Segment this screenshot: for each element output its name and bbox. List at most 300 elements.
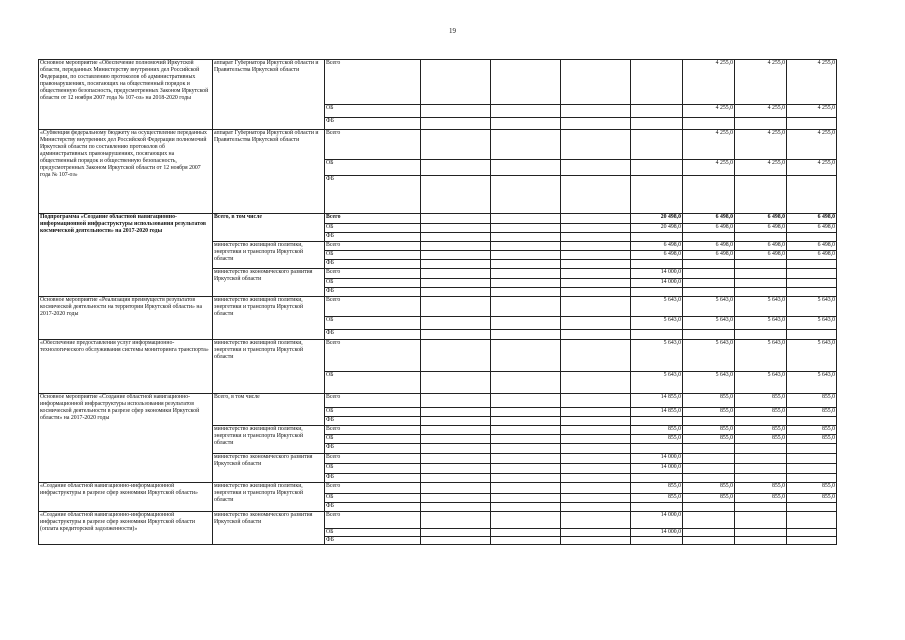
event-name-cell: «Обеспечение предоставления услуг информационно-технологического обслуживания системы мониторинга транспорта»	[39, 340, 213, 394]
amount-cell	[735, 279, 787, 288]
amount-cell	[787, 444, 837, 454]
amount-cell	[491, 105, 561, 118]
amount-cell	[787, 288, 837, 297]
amount-cell: 855,0	[683, 435, 735, 444]
amount-cell: 6 498,0	[787, 242, 837, 251]
amount-cell	[735, 233, 787, 242]
amount-cell	[421, 214, 491, 224]
amount-cell	[631, 474, 683, 483]
amount-cell	[735, 454, 787, 464]
table-row	[39, 340, 837, 372]
amount-cell	[421, 372, 491, 394]
amount-cell: 14 855,0	[631, 408, 683, 417]
amount-cell	[561, 317, 631, 330]
funding-source-cell: ОБ	[325, 105, 421, 118]
amount-cell: 855,0	[683, 494, 735, 503]
amount-cell	[421, 454, 491, 464]
amount-cell: 6 498,0	[735, 251, 787, 260]
amount-cell: 855,0	[735, 435, 787, 444]
amount-cell	[491, 408, 561, 417]
event-name-cell: Основное мероприятие «Создание областной навигационно-информационной инфраструктуры использования результатов космической деятельности в разрезе сфер экономики Иркутской области» на 2017-2020 годы	[39, 394, 213, 483]
amount-cell	[787, 537, 837, 545]
amount-cell	[561, 233, 631, 242]
amount-cell: 4 255,0	[735, 130, 787, 160]
amount-cell: 855,0	[683, 426, 735, 435]
amount-cell: 855,0	[787, 494, 837, 503]
amount-cell	[735, 503, 787, 512]
amount-cell	[421, 503, 491, 512]
amount-cell: 855,0	[631, 483, 683, 494]
executor-cell: аппарат Губернатора Иркутской области и Правительства Иркутской области	[213, 130, 325, 214]
funding-source-cell: Всего	[325, 214, 421, 224]
amount-cell	[735, 512, 787, 529]
table-row	[39, 60, 837, 105]
funding-source-cell: Всего	[325, 340, 421, 372]
amount-cell	[631, 537, 683, 545]
amount-cell: 5 643,0	[787, 317, 837, 330]
amount-cell: 14 855,0	[631, 394, 683, 408]
amount-cell	[561, 529, 631, 537]
amount-cell	[787, 233, 837, 242]
amount-cell	[491, 474, 561, 483]
budget-table	[38, 59, 837, 545]
amount-cell	[561, 269, 631, 279]
amount-cell	[491, 130, 561, 160]
executor-cell: министерство жилищной политики, энергетики и транспорта Иркутской области	[213, 340, 325, 394]
amount-cell	[631, 417, 683, 426]
executor-cell: министерство жилищной политики, энергетики и транспорта Иркутской области	[213, 242, 325, 269]
amount-cell: 6 498,0	[787, 214, 837, 224]
amount-cell: 5 643,0	[683, 372, 735, 394]
amount-cell	[491, 464, 561, 474]
amount-cell	[421, 288, 491, 297]
amount-cell	[561, 483, 631, 494]
amount-cell: 14 000,0	[631, 279, 683, 288]
amount-cell: 4 255,0	[787, 130, 837, 160]
funding-source-cell: ОБ	[325, 464, 421, 474]
amount-cell	[491, 60, 561, 105]
amount-cell: 14 000,0	[631, 464, 683, 474]
amount-cell	[491, 242, 561, 251]
amount-cell	[421, 60, 491, 105]
amount-cell: 5 643,0	[683, 297, 735, 317]
amount-cell	[683, 260, 735, 269]
executor-cell: министерство жилищной политики, энергетики и транспорта Иркутской области	[213, 297, 325, 340]
amount-cell: 20 498,0	[631, 214, 683, 224]
amount-cell: 5 643,0	[735, 372, 787, 394]
table-row	[39, 394, 837, 408]
amount-cell	[631, 118, 683, 130]
amount-cell	[735, 444, 787, 454]
amount-cell	[421, 426, 491, 435]
amount-cell: 855,0	[787, 483, 837, 494]
amount-cell	[683, 454, 735, 464]
amount-cell	[421, 224, 491, 233]
executor-cell: министерство жилищной политики, энергетики и транспорта Иркутской области	[213, 483, 325, 512]
amount-cell: 855,0	[735, 426, 787, 435]
executor-cell: министерство экономического развития Иркутской области	[213, 512, 325, 545]
amount-cell: 855,0	[683, 394, 735, 408]
amount-cell: 4 255,0	[787, 160, 837, 176]
amount-cell: 5 643,0	[735, 340, 787, 372]
amount-cell: 6 498,0	[735, 224, 787, 233]
funding-source-cell: ОБ	[325, 224, 421, 233]
amount-cell: 6 498,0	[735, 242, 787, 251]
amount-cell	[491, 454, 561, 464]
amount-cell	[491, 160, 561, 176]
amount-cell	[421, 260, 491, 269]
amount-cell	[421, 512, 491, 529]
amount-cell	[787, 118, 837, 130]
table-row	[39, 483, 837, 494]
amount-cell	[421, 105, 491, 118]
amount-cell	[491, 512, 561, 529]
amount-cell	[787, 464, 837, 474]
amount-cell	[491, 233, 561, 242]
amount-cell	[735, 474, 787, 483]
amount-cell	[491, 297, 561, 317]
amount-cell	[421, 494, 491, 503]
amount-cell	[421, 417, 491, 426]
amount-cell	[735, 118, 787, 130]
amount-cell: 5 643,0	[735, 297, 787, 317]
event-name-cell: Основное мероприятие «Обеспечение полномочий Иркутской области, переданных Министерству внутренних дел Российской Федерации, по составлению протоколов об административных правонарушениях, посягающих на общественный порядок и общественную безопасность, предусмотренных Законом Иркутской области от 12 ноября 2007 года № 107-оз» на 2018-2020 годы	[39, 60, 213, 130]
amount-cell	[421, 529, 491, 537]
amount-cell	[561, 503, 631, 512]
amount-cell	[421, 233, 491, 242]
amount-cell	[561, 512, 631, 529]
amount-cell	[421, 394, 491, 408]
amount-cell	[491, 317, 561, 330]
amount-cell	[735, 464, 787, 474]
funding-source-cell: Всего	[325, 394, 421, 408]
amount-cell	[561, 224, 631, 233]
amount-cell: 6 498,0	[683, 251, 735, 260]
amount-cell: 4 255,0	[683, 60, 735, 105]
funding-source-cell: ОБ	[325, 372, 421, 394]
amount-cell: 5 643,0	[631, 297, 683, 317]
amount-cell: 855,0	[735, 394, 787, 408]
amount-cell: 14 000,0	[631, 529, 683, 537]
amount-cell	[561, 251, 631, 260]
amount-cell: 5 643,0	[787, 372, 837, 394]
amount-cell: 5 643,0	[631, 340, 683, 372]
funding-source-cell: ОБ	[325, 529, 421, 537]
amount-cell: 855,0	[787, 408, 837, 417]
funding-source-cell: ОБ	[325, 160, 421, 176]
amount-cell	[491, 483, 561, 494]
amount-cell	[683, 288, 735, 297]
amount-cell	[491, 426, 561, 435]
amount-cell: 4 255,0	[735, 60, 787, 105]
amount-cell	[491, 417, 561, 426]
event-name-cell: Основное мероприятие «Реализация преимуществ результатов космической деятельности на территории Иркутской области» на 2017-2020 годы	[39, 297, 213, 340]
amount-cell	[735, 537, 787, 545]
amount-cell	[683, 537, 735, 545]
amount-cell	[491, 224, 561, 233]
amount-cell	[735, 269, 787, 279]
amount-cell: 855,0	[683, 408, 735, 417]
amount-cell	[787, 176, 837, 214]
amount-cell	[421, 474, 491, 483]
amount-cell	[421, 330, 491, 340]
event-name-cell: «Создание областной навигационно-информационной инфраструктуры в разрезе сфер экономики Иркутской области (оплата кредиторской задолженности)»	[39, 512, 213, 545]
amount-cell	[631, 260, 683, 269]
amount-cell	[561, 494, 631, 503]
funding-source-cell: Всего	[325, 454, 421, 464]
amount-cell	[561, 260, 631, 269]
amount-cell	[561, 160, 631, 176]
amount-cell	[491, 340, 561, 372]
amount-cell: 4 255,0	[735, 105, 787, 118]
amount-cell	[561, 118, 631, 130]
funding-source-cell: ОБ	[325, 279, 421, 288]
amount-cell: 4 255,0	[683, 105, 735, 118]
amount-cell	[561, 454, 631, 464]
amount-cell	[683, 503, 735, 512]
amount-cell	[491, 537, 561, 545]
funding-source-cell: ФБ	[325, 233, 421, 242]
amount-cell: 14 000,0	[631, 512, 683, 529]
amount-cell: 4 255,0	[787, 105, 837, 118]
amount-cell	[421, 317, 491, 330]
amount-cell	[491, 251, 561, 260]
amount-cell	[561, 105, 631, 118]
funding-source-cell: Всего	[325, 60, 421, 105]
amount-cell: 6 498,0	[683, 214, 735, 224]
funding-source-cell: ОБ	[325, 251, 421, 260]
amount-cell	[787, 512, 837, 529]
amount-cell	[561, 474, 631, 483]
amount-cell	[631, 176, 683, 214]
funding-source-cell: Всего	[325, 483, 421, 494]
amount-cell	[561, 242, 631, 251]
amount-cell	[421, 160, 491, 176]
amount-cell	[683, 118, 735, 130]
table-row	[39, 512, 837, 529]
amount-cell	[787, 260, 837, 269]
amount-cell	[421, 297, 491, 317]
amount-cell: 855,0	[735, 408, 787, 417]
amount-cell	[787, 503, 837, 512]
amount-cell	[631, 105, 683, 118]
event-name-cell: «Субвенция федеральному бюджету на осуществление переданных Министерству внутренних дел Российской Федерации полномочий Иркутской области по составлению протоколов об административных правонарушениях, посягающих на общественный порядок и общественную безопасность, предусмотренных Законом Иркутской области от 12 ноября 2007 года № 107-оз»	[39, 130, 213, 214]
amount-cell	[683, 444, 735, 454]
amount-cell	[683, 464, 735, 474]
amount-cell	[561, 408, 631, 417]
amount-cell	[421, 483, 491, 494]
amount-cell	[491, 118, 561, 130]
amount-cell	[683, 417, 735, 426]
amount-cell	[787, 454, 837, 464]
amount-cell	[561, 444, 631, 454]
amount-cell: 855,0	[787, 394, 837, 408]
amount-cell	[631, 444, 683, 454]
amount-cell	[491, 260, 561, 269]
amount-cell	[735, 288, 787, 297]
amount-cell	[787, 417, 837, 426]
amount-cell	[631, 503, 683, 512]
amount-cell	[561, 330, 631, 340]
page-number: 19	[449, 27, 456, 35]
event-name-cell: «Создание областной навигационно-информационной инфраструктуры в разрезе сфер экономики Иркутской области»	[39, 483, 213, 512]
amount-cell	[491, 503, 561, 512]
amount-cell	[735, 529, 787, 537]
amount-cell: 855,0	[631, 494, 683, 503]
amount-cell	[491, 269, 561, 279]
executor-cell: Всего, в том числе	[213, 214, 325, 242]
amount-cell: 6 498,0	[683, 224, 735, 233]
amount-cell	[421, 444, 491, 454]
amount-cell: 855,0	[787, 426, 837, 435]
funding-source-cell: ФБ	[325, 417, 421, 426]
amount-cell	[683, 269, 735, 279]
amount-cell	[421, 118, 491, 130]
amount-cell	[631, 330, 683, 340]
amount-cell	[787, 279, 837, 288]
funding-source-cell: ОБ	[325, 317, 421, 330]
amount-cell	[491, 330, 561, 340]
funding-source-cell: ФБ	[325, 330, 421, 340]
amount-cell	[561, 340, 631, 372]
amount-cell	[561, 288, 631, 297]
funding-source-cell: Всего	[325, 512, 421, 529]
amount-cell	[491, 288, 561, 297]
amount-cell	[631, 233, 683, 242]
amount-cell	[561, 417, 631, 426]
amount-cell	[561, 297, 631, 317]
amount-cell	[491, 435, 561, 444]
event-name-cell: Подпрограмма «Создание областной навигационно-информационной инфраструктуры использования результатов космической деятельности» на 2017-2020 годы	[39, 214, 213, 297]
funding-source-cell: ФБ	[325, 288, 421, 297]
amount-cell	[683, 233, 735, 242]
amount-cell: 14 000,0	[631, 454, 683, 464]
amount-cell: 6 498,0	[787, 251, 837, 260]
amount-cell: 5 643,0	[631, 317, 683, 330]
amount-cell	[421, 176, 491, 214]
amount-cell	[491, 444, 561, 454]
amount-cell	[421, 269, 491, 279]
amount-cell	[631, 160, 683, 176]
funding-source-cell: ФБ	[325, 444, 421, 454]
funding-source-cell: ФБ	[325, 260, 421, 269]
amount-cell	[491, 494, 561, 503]
amount-cell	[735, 417, 787, 426]
funding-source-cell: ОБ	[325, 494, 421, 503]
amount-cell	[631, 130, 683, 160]
amount-cell	[421, 408, 491, 417]
amount-cell	[561, 537, 631, 545]
funding-source-cell: Всего	[325, 242, 421, 251]
table-row	[39, 297, 837, 317]
amount-cell: 855,0	[735, 494, 787, 503]
amount-cell	[421, 279, 491, 288]
funding-source-cell: Всего	[325, 426, 421, 435]
amount-cell: 5 643,0	[631, 372, 683, 394]
amount-cell: 4 255,0	[683, 160, 735, 176]
amount-cell: 6 498,0	[787, 224, 837, 233]
amount-cell	[491, 394, 561, 408]
funding-source-cell: ФБ	[325, 503, 421, 512]
amount-cell	[491, 176, 561, 214]
amount-cell: 855,0	[631, 426, 683, 435]
funding-source-cell: Всего	[325, 130, 421, 160]
amount-cell	[735, 260, 787, 269]
amount-cell	[491, 529, 561, 537]
amount-cell	[683, 330, 735, 340]
amount-cell: 5 643,0	[683, 340, 735, 372]
funding-source-cell: ФБ	[325, 537, 421, 545]
amount-cell: 4 255,0	[683, 130, 735, 160]
amount-cell: 6 498,0	[631, 242, 683, 251]
amount-cell	[631, 288, 683, 297]
amount-cell	[683, 279, 735, 288]
amount-cell	[683, 512, 735, 529]
executor-cell: Всего, в том числе	[213, 394, 325, 426]
funding-source-cell: ФБ	[325, 474, 421, 483]
amount-cell	[561, 130, 631, 160]
amount-cell: 4 255,0	[735, 160, 787, 176]
amount-cell	[561, 60, 631, 105]
table-row	[39, 130, 837, 160]
amount-cell	[561, 214, 631, 224]
amount-cell: 5 643,0	[683, 317, 735, 330]
amount-cell	[683, 176, 735, 214]
funding-source-cell: Всего	[325, 269, 421, 279]
executor-cell: министерство экономического развития Иркутской области	[213, 269, 325, 297]
amount-cell	[421, 130, 491, 160]
amount-cell	[631, 60, 683, 105]
funding-source-cell: Всего	[325, 297, 421, 317]
amount-cell: 855,0	[735, 483, 787, 494]
amount-cell: 5 643,0	[787, 340, 837, 372]
executor-cell: министерство жилищной политики, энергетики и транспорта Иркутской области	[213, 426, 325, 454]
amount-cell	[561, 372, 631, 394]
amount-cell	[491, 214, 561, 224]
executor-cell: аппарат Губернатора Иркутской области и Правительства Иркутской области	[213, 60, 325, 130]
amount-cell: 5 643,0	[735, 317, 787, 330]
table-row	[39, 214, 837, 224]
amount-cell	[561, 176, 631, 214]
amount-cell	[735, 330, 787, 340]
amount-cell	[421, 251, 491, 260]
amount-cell: 855,0	[631, 435, 683, 444]
amount-cell: 5 643,0	[787, 297, 837, 317]
amount-cell	[421, 340, 491, 372]
amount-cell: 6 498,0	[631, 251, 683, 260]
amount-cell: 4 255,0	[787, 60, 837, 105]
amount-cell	[421, 464, 491, 474]
amount-cell	[421, 242, 491, 251]
amount-cell	[421, 435, 491, 444]
table-body	[39, 60, 837, 545]
funding-source-cell: ОБ	[325, 435, 421, 444]
amount-cell	[561, 279, 631, 288]
amount-cell	[561, 435, 631, 444]
amount-cell: 855,0	[683, 483, 735, 494]
amount-cell	[561, 394, 631, 408]
amount-cell	[491, 279, 561, 288]
amount-cell	[787, 474, 837, 483]
funding-source-cell: ОБ	[325, 408, 421, 417]
amount-cell: 855,0	[787, 435, 837, 444]
amount-cell	[683, 474, 735, 483]
amount-cell	[683, 529, 735, 537]
executor-cell: министерство экономического развития Иркутской области	[213, 454, 325, 483]
amount-cell: 6 498,0	[683, 242, 735, 251]
amount-cell: 14 000,0	[631, 269, 683, 279]
amount-cell	[787, 529, 837, 537]
